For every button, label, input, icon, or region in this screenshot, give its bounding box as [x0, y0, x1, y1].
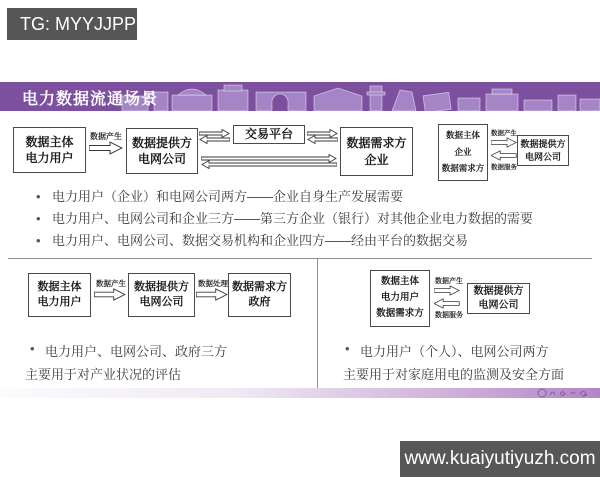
subject-box-top-line2: 电力用户 — [25, 151, 74, 165]
bl-note: 主要用于对产业状况的评估 — [25, 367, 182, 382]
side-right-box-line1: 数据提供方 — [520, 139, 566, 150]
flow-arrow-icon — [491, 137, 517, 148]
flow-arrow-icon — [89, 141, 123, 155]
bullet-item: • 电力用户（企业）和电网公司两方——企业自身生产发展需要 — [33, 190, 533, 204]
side-produce-label: 数据产生 — [491, 130, 517, 137]
horizontal-divider — [8, 258, 592, 259]
subject-box-bl — [28, 273, 91, 317]
flow-arrow-left-icon — [491, 150, 517, 161]
produce-label-top: 数据产生 — [90, 132, 122, 141]
left-box-br — [370, 270, 430, 327]
subject-box-bl-line1: 数据主体 — [37, 281, 82, 294]
demand-box-top-line1: 数据需求方 — [346, 136, 407, 151]
footer-gradient-strip — [0, 388, 600, 398]
side-right-box — [517, 135, 569, 166]
side-left-box-line3: 数据需求方 — [441, 163, 485, 174]
right-box-br — [467, 283, 530, 314]
bl-bullet: • 电力用户、电网公司、政府三方 — [28, 341, 227, 360]
side-left-box-line1: 数据主体 — [445, 130, 480, 141]
demand-box-top — [340, 127, 413, 176]
side-right-box-line2: 电网公司 — [524, 151, 561, 162]
demand-box-bl-line1: 数据需求方 — [232, 281, 287, 294]
platform-box — [233, 125, 305, 144]
flow-arrow-icon — [434, 285, 460, 296]
side-service-label: 数据服务 — [491, 164, 517, 171]
side-left-box — [438, 124, 488, 181]
right-box-br-line1: 数据提供方 — [473, 286, 524, 297]
side-left-box-line2: 企业 — [454, 146, 472, 157]
produce-label-br: 数据产生 — [435, 277, 463, 285]
provider-box-bl-line2: 电网公司 — [139, 296, 184, 308]
service-label-br: 数据服务 — [435, 311, 463, 319]
left-box-br-line2: 电力用户 — [380, 293, 419, 304]
flow-arrow-icon — [196, 288, 228, 301]
double-arrow-icon — [199, 129, 230, 144]
left-box-br-line1: 数据主体 — [380, 276, 419, 287]
provider-box-bl-line1: 数据提供方 — [134, 281, 189, 294]
process-label-bl: 数据处理 — [198, 279, 228, 288]
provider-box-top-line1: 数据提供方 — [131, 135, 192, 150]
bullet-item: • 电力用户、电网公司和企业三方——第三方企业（银行）对其他企业电力数据的需要 — [33, 212, 533, 226]
demand-box-bl — [228, 273, 291, 317]
long-double-arrow-icon — [201, 154, 337, 169]
flow-arrow-icon — [94, 288, 126, 301]
page-title: 电力数据流通场景 — [22, 91, 159, 108]
demand-box-top-line2: 企业 — [364, 152, 389, 167]
demand-box-bl-line2: 政府 — [248, 296, 271, 308]
provider-box-top-line2: 电网公司 — [137, 152, 186, 166]
br-bullet: • 电力用户（个人）、电网公司两方 — [343, 341, 549, 360]
double-arrow-icon — [307, 129, 338, 144]
title-banner — [0, 82, 600, 111]
university-seal-icon — [536, 387, 596, 399]
provider-box-top — [126, 128, 198, 174]
subject-box-top — [13, 127, 86, 173]
platform-box-label: 交易平台 — [244, 127, 293, 142]
tg-watermark: TG: MYYJJPP — [7, 8, 137, 40]
provider-box-bl — [128, 273, 195, 317]
br-note: 主要用于对家庭用电的监测及安全方面 — [343, 367, 565, 382]
subject-box-bl-line2: 电力用户 — [37, 296, 82, 308]
flow-arrow-left-icon — [434, 298, 460, 309]
vertical-divider — [317, 259, 318, 388]
watermark-url: www.kuaiyutiyuzh.com — [400, 441, 600, 477]
left-box-br-line3: 数据需求方 — [376, 309, 424, 320]
bullet-item: • 电力用户、电网公司、数据交易机构和企业四方——经由平台的数据交易 — [33, 234, 533, 248]
right-box-br-line2: 电网公司 — [478, 299, 519, 311]
city-skyline-icon — [120, 82, 600, 111]
top-bullet-list — [33, 190, 533, 256]
produce-label-bl: 数据产生 — [96, 279, 126, 288]
subject-box-top-line1: 数据主体 — [25, 134, 74, 149]
